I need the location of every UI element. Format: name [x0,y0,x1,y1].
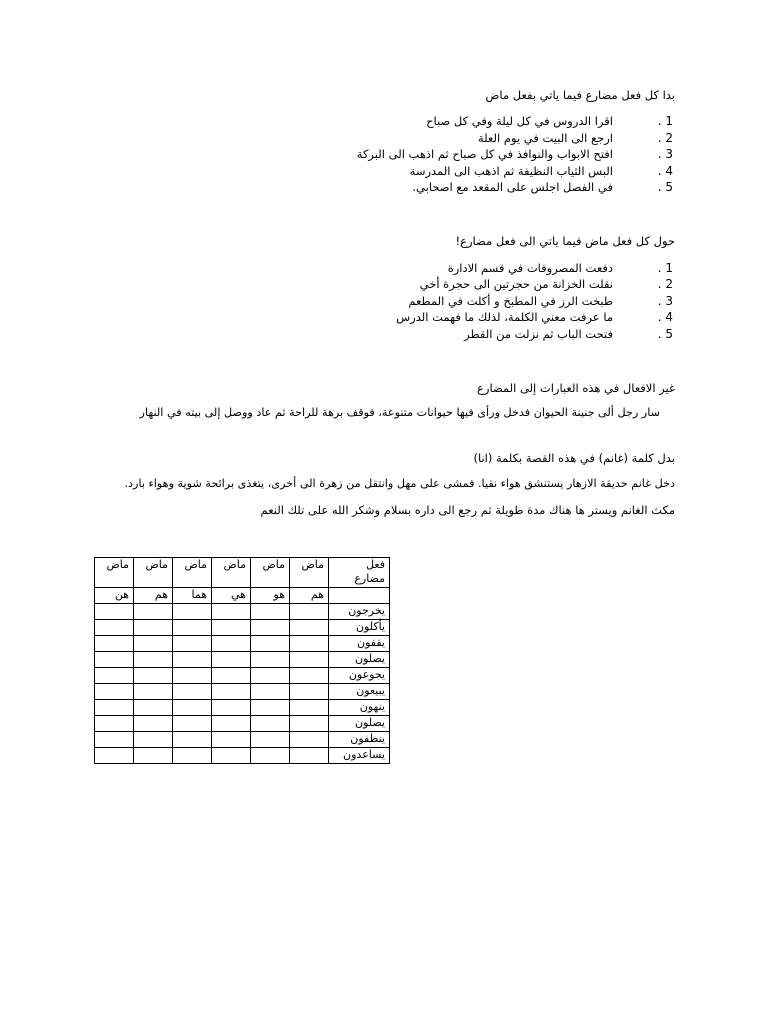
header-cell: ماض [290,558,329,588]
section1-title: بدا كل فعل مضارع فيما ياتي بفعل ماض [485,88,675,102]
answer-cell [134,620,173,636]
answer-cell [95,716,134,732]
answer-cell [95,652,134,668]
section3-text: سار رجل ألى جنينة الحيوان فدخل ورأى فيها حيوانات متنوعة، فوقف برهة للراحة ثم عاد ووصل إلى بيته في النهار [139,406,660,419]
answer-cell [290,652,329,668]
section2-title: حول كل فعل ماض فيما ياتي الى فعل مضارع! [455,234,675,248]
answer-cell [173,684,212,700]
conjugation-table [94,557,390,764]
answer-cell [290,668,329,684]
item-number: 1 . [657,114,673,128]
answer-cell [251,604,290,620]
answer-cell [251,716,290,732]
verb-cell: يجوعون [329,668,390,684]
answer-cell [212,652,251,668]
verb-cell: يبيعون [329,684,390,700]
answer-cell [95,700,134,716]
section1-item [253,130,673,146]
answer-cell [290,700,329,716]
answer-cell [290,748,329,764]
answer-cell [290,716,329,732]
item-text: اقرا الدروس في كل ليلة وفي كل صباح [426,114,613,128]
section1-item [253,113,673,129]
pronoun-cell [329,588,390,604]
table-row [95,732,390,748]
answer-cell [134,716,173,732]
answer-cell [173,668,212,684]
table-row [95,700,390,716]
pronoun-cell: هي [212,588,251,604]
answer-cell [212,732,251,748]
answer-cell [134,604,173,620]
answer-cell [173,636,212,652]
answer-cell [251,668,290,684]
pronoun-cell: هم [290,588,329,604]
answer-cell [251,700,290,716]
item-number: 2 . [657,131,673,145]
section2-item [253,309,673,325]
item-text: في الفصل اجلس على المقعد مع اصحابي. [412,180,613,194]
table-header-row [95,558,390,588]
item-number: 5 . [657,180,673,194]
answer-cell [251,684,290,700]
answer-cell [290,636,329,652]
verb-cell: يصلون [329,652,390,668]
section4-story-line1: دخل غانم حديقة الازهار يستنشق هواء نقيا. فمشى على مهل وانتقل من زهرة الى أخرى، يتغذى برائحة شوية وهواء بارد. [124,477,675,490]
item-text: دفعت المصروفات في قسم الادارة [447,261,613,275]
answer-cell [212,700,251,716]
pronoun-cell: هو [251,588,290,604]
item-number: 2 . [657,277,673,291]
item-number: 4 . [657,164,673,178]
section1-item [253,146,673,162]
answer-cell [251,748,290,764]
answer-cell [95,636,134,652]
table-row [95,748,390,764]
item-number: 5 . [657,327,673,341]
answer-cell [134,668,173,684]
verb-cell: يصلون [329,716,390,732]
table-row [95,636,390,652]
answer-cell [95,684,134,700]
answer-cell [173,604,212,620]
answer-cell [173,620,212,636]
answer-cell [134,748,173,764]
answer-cell [212,716,251,732]
table-row [95,716,390,732]
answer-cell [212,684,251,700]
header-cell: ماض [212,558,251,588]
section1-item [253,163,673,179]
answer-cell [212,620,251,636]
answer-cell [134,652,173,668]
answer-cell [134,636,173,652]
answer-cell [212,604,251,620]
item-number: 3 . [657,147,673,161]
section1-item [253,179,673,195]
header-cell: ماض [134,558,173,588]
answer-cell [290,684,329,700]
section2-item [253,276,673,292]
answer-cell [134,732,173,748]
verb-cell: ينظفون [329,732,390,748]
answer-cell [173,732,212,748]
section3-title: غير الافعال في هذه العبارات إلى المضارع [477,381,675,395]
table-row [95,684,390,700]
answer-cell [251,732,290,748]
answer-cell [95,620,134,636]
answer-cell [95,604,134,620]
section4-story-line2: مكث الغانم ويستر ها هناك مدة طويلة ثم رجع الى داره بسلام وشكر الله على تلك النعم [260,503,675,517]
section2-item [253,326,673,342]
item-text: البس الثياب النظيفة ثم اذهب الى المدرسة [409,164,613,178]
verb-cell: يأكلون [329,620,390,636]
item-text: نقلت الخزانة من حجرتين الى حجرة أخي [419,277,613,291]
answer-cell [212,668,251,684]
verb-cell: يخرجون [329,604,390,620]
pronoun-cell: هم [134,588,173,604]
header-cell: ماض [251,558,290,588]
answer-cell [173,716,212,732]
answer-cell [95,732,134,748]
item-text: افتح الابواب والنوافذ في كل صباح ثم اذهب الى البركة [356,147,613,161]
header-cell: ماض [173,558,212,588]
table-row [95,620,390,636]
item-number: 3 . [657,294,673,308]
answer-cell [95,748,134,764]
table-row [95,652,390,668]
answer-cell [173,652,212,668]
section4-title: بدل كلمة (غانم) في هذه القصة بكلمة (انا) [473,451,675,465]
answer-cell [290,732,329,748]
pronoun-cell: هن [95,588,134,604]
answer-cell [134,700,173,716]
item-text: فتحت الباب ثم نزلت من القطر [464,327,613,341]
section2-item [253,293,673,309]
answer-cell [95,668,134,684]
table-row [95,604,390,620]
header-cell: فعل مضارع [329,558,390,588]
answer-cell [251,620,290,636]
verb-cell: يقفون [329,636,390,652]
answer-cell [251,652,290,668]
verb-cell: يساعدون [329,748,390,764]
table-row [95,668,390,684]
answer-cell [290,604,329,620]
answer-cell [173,748,212,764]
answer-cell [251,636,290,652]
item-number: 1 . [657,261,673,275]
pronoun-cell: هما [173,588,212,604]
item-text: طبخت الرز في المطبخ و أكلت في المطعم [408,294,613,308]
answer-cell [290,620,329,636]
answer-cell [212,748,251,764]
item-text: ارجع الى البيت في يوم العلة [477,131,613,145]
section2-item [253,260,673,276]
item-text: ما عرفت معني الكلمة، لذلك ما فهمت الدرس [396,310,613,324]
item-number: 4 . [657,310,673,324]
table-pronoun-row [95,588,390,604]
answer-cell [134,684,173,700]
header-cell: ماض [95,558,134,588]
answer-cell [212,636,251,652]
answer-cell [173,700,212,716]
verb-cell: ينهون [329,700,390,716]
